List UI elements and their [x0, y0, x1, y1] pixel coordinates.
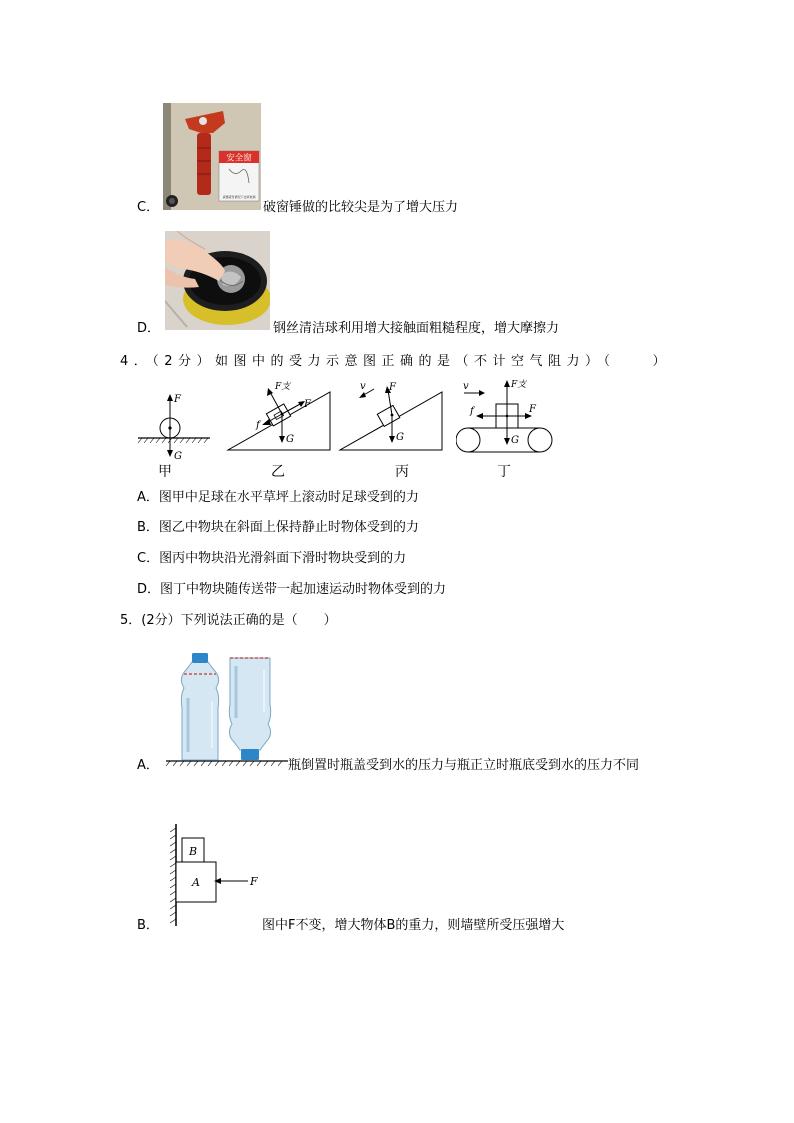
yi-force-f: F — [304, 399, 311, 410]
hammer-photo — [163, 103, 261, 210]
figure-ding — [456, 376, 554, 458]
q4-option-b: B．图乙中物块在斜面上保持静止时物体受到的力 — [137, 520, 419, 535]
bing-force-f: F — [389, 382, 396, 393]
figure-label-ding: 丁 — [497, 464, 511, 480]
figure-yi — [226, 378, 332, 454]
option-d-letter: D． — [137, 321, 161, 336]
question-4-stem: 4．（2分）如图中的受力示意图正确的是（不计空气阻力）（ ） — [120, 354, 672, 369]
q5-option-b-text: 图中F不变，增大物体B的重力，则墙壁所受压强增大 — [262, 918, 565, 933]
ding-force-friction: f — [470, 406, 474, 417]
steel-wool-photo — [165, 231, 270, 330]
jia-force-g: G — [174, 451, 182, 462]
q5-option-a-letter: A． — [137, 758, 159, 773]
q5-option-b-letter: B． — [137, 918, 159, 933]
option-c-text: 破窗锤做的比较尖是为了增大压力 — [263, 200, 459, 215]
ding-force-f: F — [529, 404, 536, 415]
figure-label-jia: 甲 — [158, 464, 172, 480]
jia-force-f: F — [174, 394, 181, 405]
q4-option-c: C．图丙中物块沿光滑斜面下滑时物块受到的力 — [137, 551, 407, 566]
label-block-a: A — [192, 876, 200, 889]
option-c-letter: C． — [137, 200, 160, 215]
label-block-b: B — [189, 845, 198, 858]
wall-block-figure — [166, 822, 266, 930]
figure-label-yi: 乙 — [271, 464, 285, 480]
sign-text: 安全窗 — [226, 153, 252, 164]
option-d-text: 钢丝清洁球利用增大接触面粗糙程度，增大摩擦力 — [273, 321, 560, 336]
figure-bing — [338, 378, 444, 454]
yi-force-g: G — [286, 434, 294, 445]
ding-force-g: G — [511, 435, 519, 446]
figure-jia — [136, 386, 216, 464]
bottles-figure — [166, 648, 288, 770]
figure-label-bing: 丙 — [395, 464, 409, 480]
sign-small-text: 请遇紧急情况下击碎玻璃 — [222, 195, 256, 199]
q4-option-a: A．图甲中足球在水平草坪上滚动时足球受到的力 — [137, 490, 419, 505]
bing-velocity: v — [360, 381, 366, 392]
question-5-stem: 5．(2分）下列说法正确的是（ ） — [120, 613, 337, 628]
yi-force-friction: f — [256, 420, 260, 431]
ding-velocity: v — [463, 381, 469, 392]
q5-option-a-text: 瓶倒置时瓶盖受到水的压力与瓶正立时瓶底受到水的压力不同 — [288, 758, 640, 773]
yi-force-fsupport: F支 — [275, 382, 291, 392]
label-force-f: F — [250, 875, 258, 888]
bing-force-g: G — [396, 432, 404, 443]
ding-force-fsupport: F支 — [511, 380, 527, 390]
q4-option-d: D．图丁中物块随传送带一起加速运动时物体受到的力 — [137, 582, 447, 597]
